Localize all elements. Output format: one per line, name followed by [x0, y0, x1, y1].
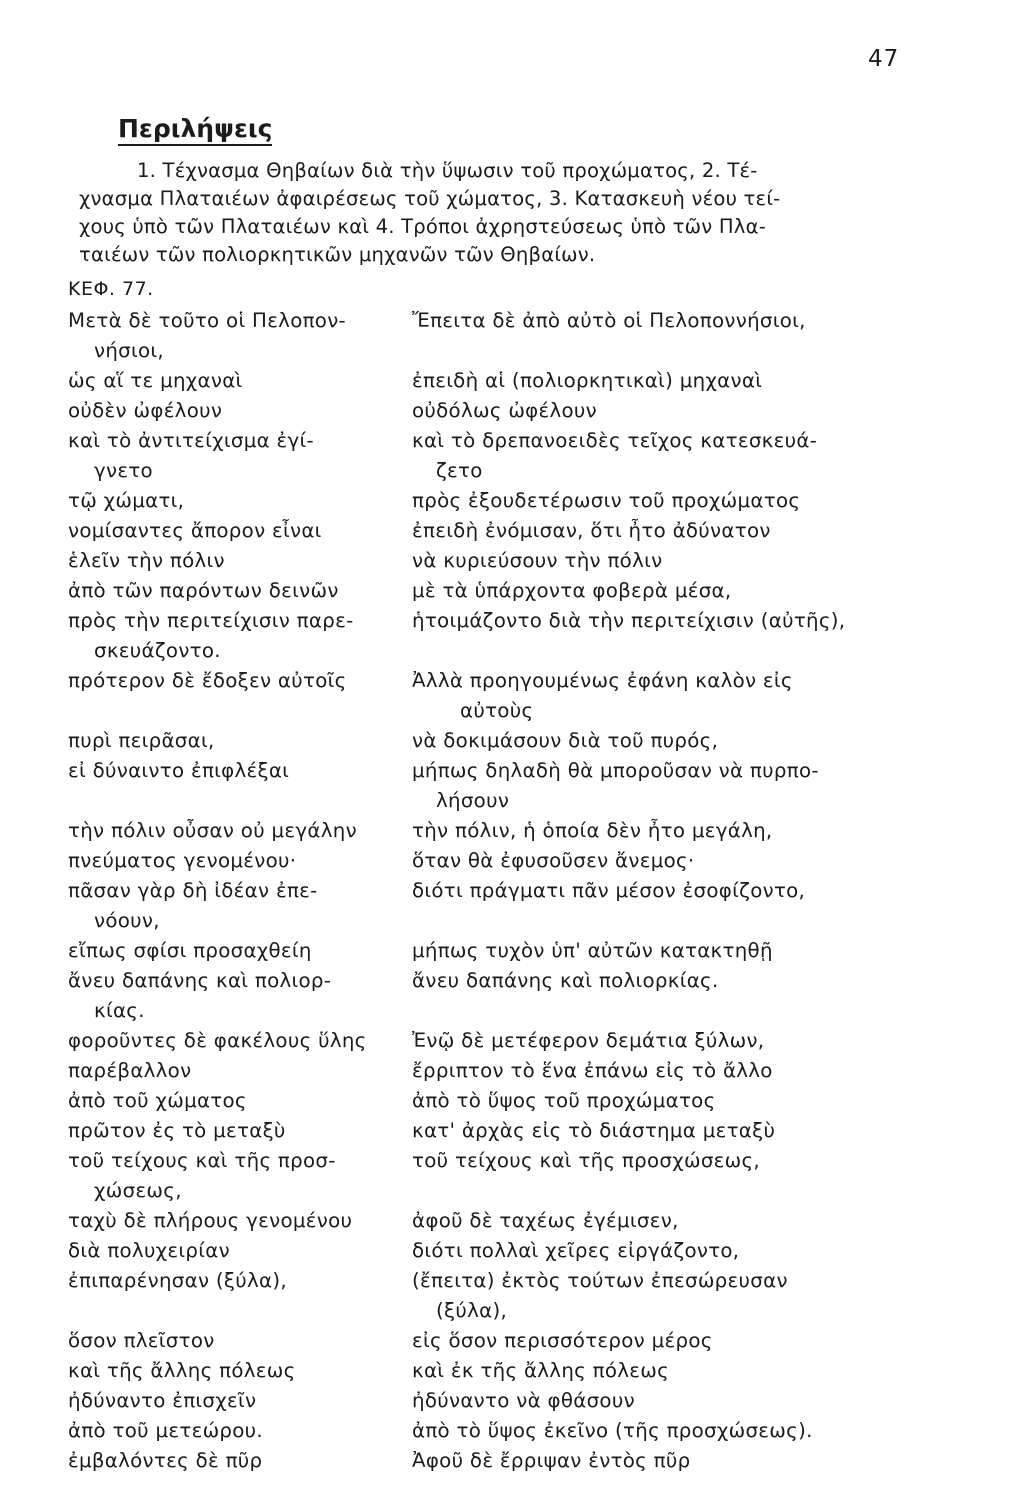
modern-translation: ἀπὸ τὸ ὕψος τοῦ προχώματος	[412, 1089, 716, 1112]
modern-translation: ἔρριπτον τὸ ἕνα ἐπάνω εἰς τὸ ἄλλο	[412, 1059, 773, 1082]
section-heading: Περιλήψεις	[118, 114, 272, 146]
ancient-text: παρέβαλλον	[68, 1059, 192, 1082]
modern-translation: νὰ δοκιμάσουν διὰ τοῦ πυρός,	[412, 729, 719, 752]
text-row	[68, 306, 928, 336]
ancient-text: τὴν πόλιν οὖσαν οὐ μεγάλην	[68, 819, 357, 842]
text-row	[68, 1086, 928, 1116]
modern-translation: τοῦ τείχους καὶ τῆς προσχώσεως,	[412, 1149, 761, 1172]
text-row	[68, 516, 928, 546]
parallel-text	[68, 306, 928, 1476]
modern-translation: Ἐνῷ δὲ μετέφερον δεμάτια ξύλων,	[412, 1029, 765, 1052]
text-row	[68, 876, 928, 906]
text-row	[68, 726, 928, 756]
text-row	[68, 1056, 928, 1086]
modern-translation: ἐπειδὴ αἱ (πολιορκητικαὶ) μηχαναὶ	[412, 369, 763, 392]
ancient-text: πνεύματος γενομένου·	[68, 849, 297, 872]
summary-line: 1. Τέχνασμα Θηβαίων διὰ τὴν ὕψωσιν τοῦ προχώματος, 2. Τέ-	[137, 159, 758, 182]
modern-translation: διότι πολλαὶ χεῖρες εἰργάζοντο,	[412, 1239, 740, 1262]
page-number: 47	[868, 46, 900, 72]
text-row	[68, 1266, 928, 1296]
ancient-text: πρότερον δὲ ἔδοξεν αὐτοῖς	[68, 669, 347, 692]
ancient-text: ἀπὸ τοῦ χώματος	[68, 1089, 247, 1112]
ancient-text: πυρὶ πειρᾶσαι,	[68, 729, 215, 752]
text-row	[68, 546, 928, 576]
ancient-text: καὶ τὸ ἀντιτείχισμα ἐγί-	[68, 429, 314, 452]
ancient-text: φοροῦντες δὲ φακέλους ὕλης	[68, 1029, 367, 1052]
summary-line: χους ὑπὸ τῶν Πλαταιέων καὶ 4. Τρόποι ἀχρηστεύσεως ὑπὸ τῶν Πλα-	[79, 215, 766, 238]
text-row	[68, 1386, 928, 1416]
ancient-text: νομίσαντες ἄπορον εἶναι	[68, 519, 322, 542]
ancient-text: καὶ τῆς ἄλλης πόλεως	[68, 1359, 296, 1382]
modern-translation: καὶ τὸ δρεπανοειδὲς τεῖχος κατεσκευά-	[412, 429, 818, 452]
ancient-text: τῷ χώματι,	[68, 489, 185, 512]
ancient-text: ὡς αἵ τε μηχαναὶ	[68, 369, 243, 392]
modern-translation: ἡτοιμάζοντο διὰ τὴν περιτείχισιν (αὐτῆς),	[412, 609, 846, 632]
text-row	[68, 456, 928, 486]
modern-translation: νὰ κυριεύσουν τὴν πόλιν	[412, 549, 663, 572]
text-row	[68, 426, 928, 456]
modern-translation: τὴν πόλιν, ἡ ὁποία δὲν ἦτο μεγάλη,	[412, 819, 773, 842]
ancient-text: κίας.	[94, 999, 145, 1022]
text-row	[68, 906, 928, 936]
ancient-text: ἐμβαλόντες δὲ πῦρ	[68, 1449, 263, 1472]
modern-translation: μήπως τυχὸν ὑπ' αὐτῶν κατακτηθῇ	[412, 939, 773, 962]
text-row	[68, 1116, 928, 1146]
text-row	[68, 966, 928, 996]
ancient-text: εἴπως σφίσι προσαχθείη	[68, 939, 312, 962]
text-row	[68, 1356, 928, 1386]
ancient-text: πᾶσαν γὰρ δὴ ἰδέαν ἐπε-	[68, 879, 318, 902]
ancient-text: γνετο	[94, 459, 153, 482]
text-row	[68, 1416, 928, 1446]
summary-line: ταιέων τῶν πολιορκητικῶν μηχανῶν τῶν Θηβαίων.	[79, 243, 596, 266]
text-row	[68, 1146, 928, 1176]
text-row	[68, 336, 928, 366]
summary-paragraph	[79, 157, 780, 269]
modern-translation: ἐπειδὴ ἐνόμισαν, ὅτι ἦτο ἀδύνατον	[412, 519, 771, 542]
ancient-text: χώσεως,	[94, 1179, 182, 1202]
ancient-text: πρὸς τὴν περιτείχισιν παρε-	[68, 609, 354, 632]
modern-translation: ζετο	[436, 459, 483, 482]
modern-translation: πρὸς ἐξουδετέρωσιν τοῦ προχώματος	[412, 489, 801, 512]
modern-translation: ἄνευ δαπάνης καὶ πολιορκίας.	[412, 969, 719, 992]
modern-translation: Ἀλλὰ προηγουμένως ἐφάνη καλὸν εἰς	[412, 669, 793, 692]
modern-translation: λήσουν	[436, 789, 510, 812]
modern-translation: ἠδύναντο νὰ φθάσουν	[412, 1389, 635, 1412]
ancient-text: πρῶτον ἐς τὸ μεταξὺ	[68, 1119, 286, 1142]
ancient-text: ταχὺ δὲ πλήρους γενομένου	[68, 1209, 353, 1232]
modern-translation: (ξύλα),	[436, 1299, 508, 1322]
modern-translation: Ἔπειτα δὲ ἀπὸ αὐτὸ οἱ Πελοποννήσιοι,	[412, 309, 806, 332]
modern-translation: ὅταν θὰ ἐφυσοῦσεν ἄνεμος·	[412, 849, 695, 872]
modern-translation: ἀφοῦ δὲ ταχέως ἐγέμισεν,	[412, 1209, 679, 1232]
text-row	[68, 606, 928, 636]
ancient-text: εἰ δύναιντο ἐπιφλέξαι	[68, 759, 290, 782]
ancient-text: Μετὰ δὲ τοῦτο οἱ Πελοπον-	[68, 309, 346, 332]
ancient-text: ἄνευ δαπάνης καὶ πολιορ-	[68, 969, 332, 992]
text-row	[68, 1206, 928, 1236]
text-row	[68, 576, 928, 606]
modern-translation: κατ' ἀρχὰς εἰς τὸ διάστημα μεταξὺ	[412, 1119, 776, 1142]
ancient-text: ἑλεῖν τὴν πόλιν	[68, 549, 225, 572]
text-row	[68, 396, 928, 426]
text-row	[68, 486, 928, 516]
text-row	[68, 846, 928, 876]
ancient-text: νόουν,	[94, 909, 160, 932]
summary-line: χνασμα Πλαταιέων ἀφαιρέσεως τοῦ χώματος, 3. Κατασκευὴ νέου τεί-	[79, 187, 781, 210]
text-row	[68, 636, 928, 666]
text-row	[68, 1236, 928, 1266]
chapter-label: ΚΕΦ. 77.	[68, 278, 154, 300]
text-row	[68, 1296, 928, 1326]
text-row	[68, 756, 928, 786]
modern-translation: οὐδόλως ὠφέλουν	[412, 399, 598, 422]
modern-translation: μὲ τὰ ὑπάρχοντα φοβερὰ μέσα,	[412, 579, 732, 602]
text-row	[68, 696, 928, 726]
modern-translation: ἀπὸ τὸ ὕψος ἐκεῖνο (τῆς προσχώσεως).	[412, 1419, 813, 1442]
text-row	[68, 666, 928, 696]
text-row	[68, 996, 928, 1026]
text-row	[68, 1176, 928, 1206]
text-row	[68, 1026, 928, 1056]
text-row	[68, 366, 928, 396]
text-row	[68, 816, 928, 846]
ancient-text: οὐδὲν ὠφέλουν	[68, 399, 223, 422]
text-row	[68, 786, 928, 816]
text-row	[68, 1326, 928, 1356]
ancient-text: σκευάζοντο.	[94, 639, 221, 662]
modern-translation: (ἔπειτα) ἐκτὸς τούτων ἐπεσώρευσαν	[412, 1269, 788, 1292]
modern-translation: μήπως δηλαδὴ θὰ μποροῦσαν νὰ πυρπο-	[412, 759, 819, 782]
modern-translation: καὶ ἐκ τῆς ἄλλης πόλεως	[412, 1359, 670, 1382]
ancient-text: νήσιοι,	[94, 339, 165, 362]
modern-translation: Ἀφοῦ δὲ ἔρριψαν ἐντὸς πῦρ	[412, 1449, 691, 1472]
ancient-text: ὅσον πλεῖστον	[68, 1329, 215, 1352]
text-row	[68, 936, 928, 966]
modern-translation: διότι πράγματι πᾶν μέσον ἐσοφίζοντο,	[412, 879, 806, 902]
modern-translation: αὐτοὺς	[460, 699, 534, 722]
ancient-text: διὰ πολυχειρίαν	[68, 1239, 230, 1262]
modern-translation: εἰς ὅσον περισσότερον μέρος	[412, 1329, 713, 1352]
ancient-text: ἠδύναντο ἐπισχεῖν	[68, 1389, 257, 1412]
text-row	[68, 1446, 928, 1476]
ancient-text: ἐπιπαρένησαν (ξύλα),	[68, 1269, 287, 1292]
ancient-text: ἀπὸ τῶν παρόντων δεινῶν	[68, 579, 339, 602]
ancient-text: ἀπὸ τοῦ μετεώρου.	[68, 1419, 264, 1442]
ancient-text: τοῦ τείχους καὶ τῆς προσ-	[68, 1149, 336, 1172]
